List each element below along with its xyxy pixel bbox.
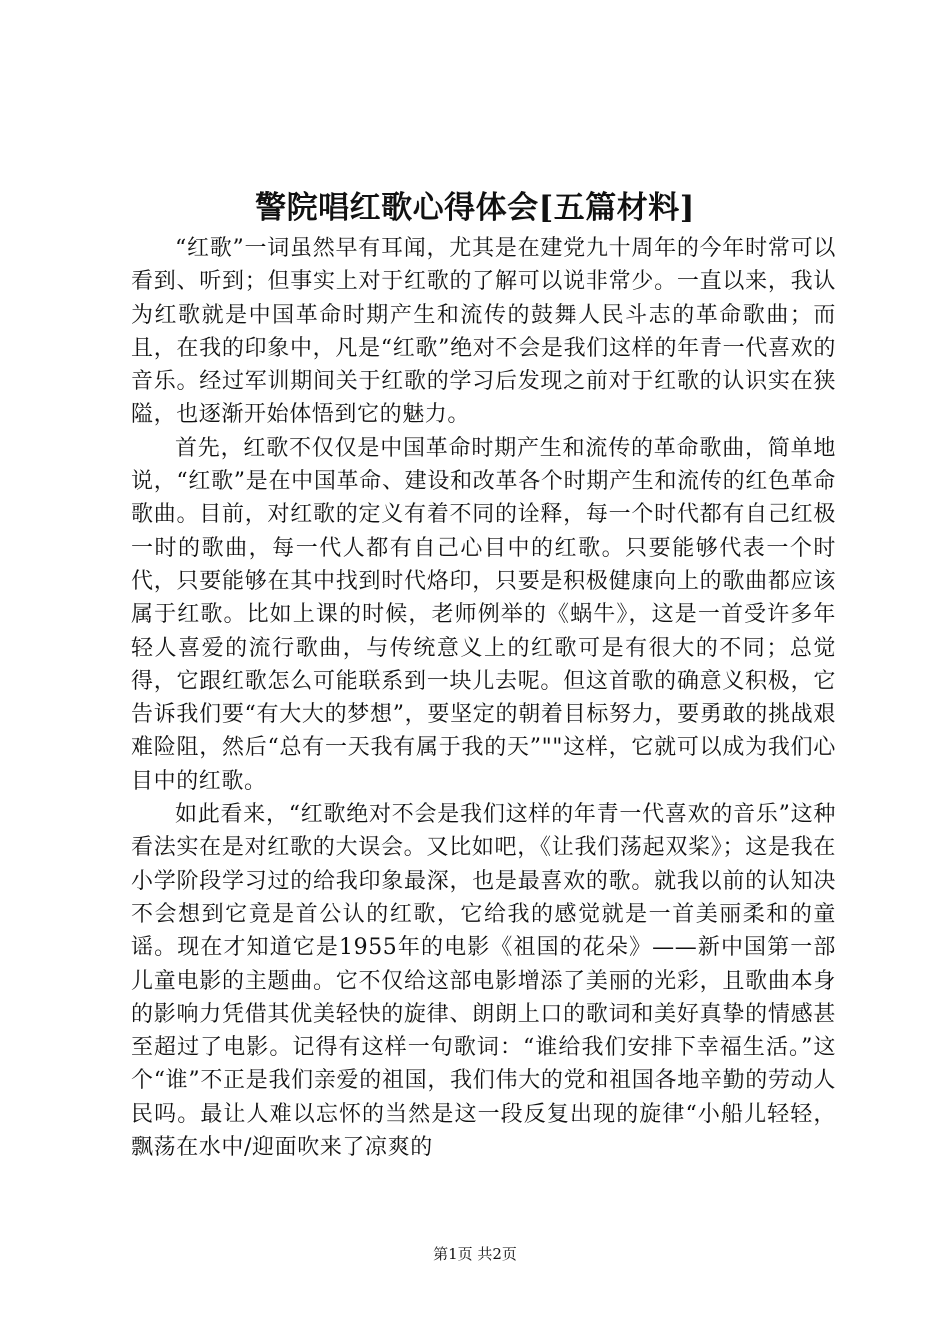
document-title: 警院唱红歌心得体会[五篇材料]	[255, 190, 695, 226]
paragraph-3: 如此看来，“红歌绝对不会是我们这样的年青一代喜欢的音乐”这种看法实在是对红歌的大误会。又比如吧，《让我们荡起双桨》；这是我在小学阶段学习过的给我印象最深，也是最喜欢的歌。就我以前的认知决不会想到它竟是首公认的红歌，它给我的感觉就是一首美丽柔和的童谣。现在才知道它是1955年的电影《祖国的花朵》——新中国第一部儿童电影的主题曲。它不仅给这部电影增添了美丽的光彩，且歌曲本身的影响力凭借其优美轻快的旋律、朗朗上口的歌词和美好真挚的情感甚至超过了电影。记得有这样一句歌词：“谁给我们安排下幸福生活。”这个“谁”不正是我们亲爱的祖国，我们伟大的党和祖国各地辛勤的劳动人民吗。最让人难以忘怀的当然是这一段反复出现的旋律“小船儿轻轻，飘荡在水中/迎面吹来了凉爽的	[131, 802, 836, 1161]
page-number-footer: 第1页 共2页	[433, 1245, 517, 1263]
paragraph-2: 首先，红歌不仅仅是中国革命时期产生和流传的革命歌曲，简单地说，“红歌”是在中国革命、建设和改革各个时期产生和流传的红色革命歌曲。目前，对红歌的定义有着不同的诠释，每一个时代都有自己红极一时的歌曲，每一代人都有自己心目中的红歌。只要能够代表一个时代，只要能够在其中找到时代烙印，只要是积极健康向上的歌曲都应该属于红歌。比如上课的时候，老师例举的《蜗牛》，这是一首受许多年轻人喜爱的流行歌曲，与传统意义上的红歌可是有很大的不同；总觉得，它跟红歌怎么可能联系到一块儿去呢。但这首歌的确意义积极，它告诉我们要“有大大的梦想”，要坚定的朝着目标努力，要勇敢的挑战艰难险阻，然后“总有一天我有属于我的天”""这样，它就可以成为我们心目中的红歌。	[131, 435, 836, 794]
paragraph-1: “红歌”一词虽然早有耳闻，尤其是在建党九十周年的今年时常可以看到、听到；但事实上对于红歌的了解可以说非常少。一直以来，我认为红歌就是中国革命时期产生和流传的鼓舞人民斗志的革命歌曲；而且，在我的印象中，凡是“红歌”绝对不会是我们这样的年青一代喜欢的音乐。经过军训期间关于红歌的学习后发现之前对于红歌的认识实在狭隘，也逐渐开始体悟到它的魅力。	[131, 236, 836, 428]
document-body	[131, 232, 836, 1164]
